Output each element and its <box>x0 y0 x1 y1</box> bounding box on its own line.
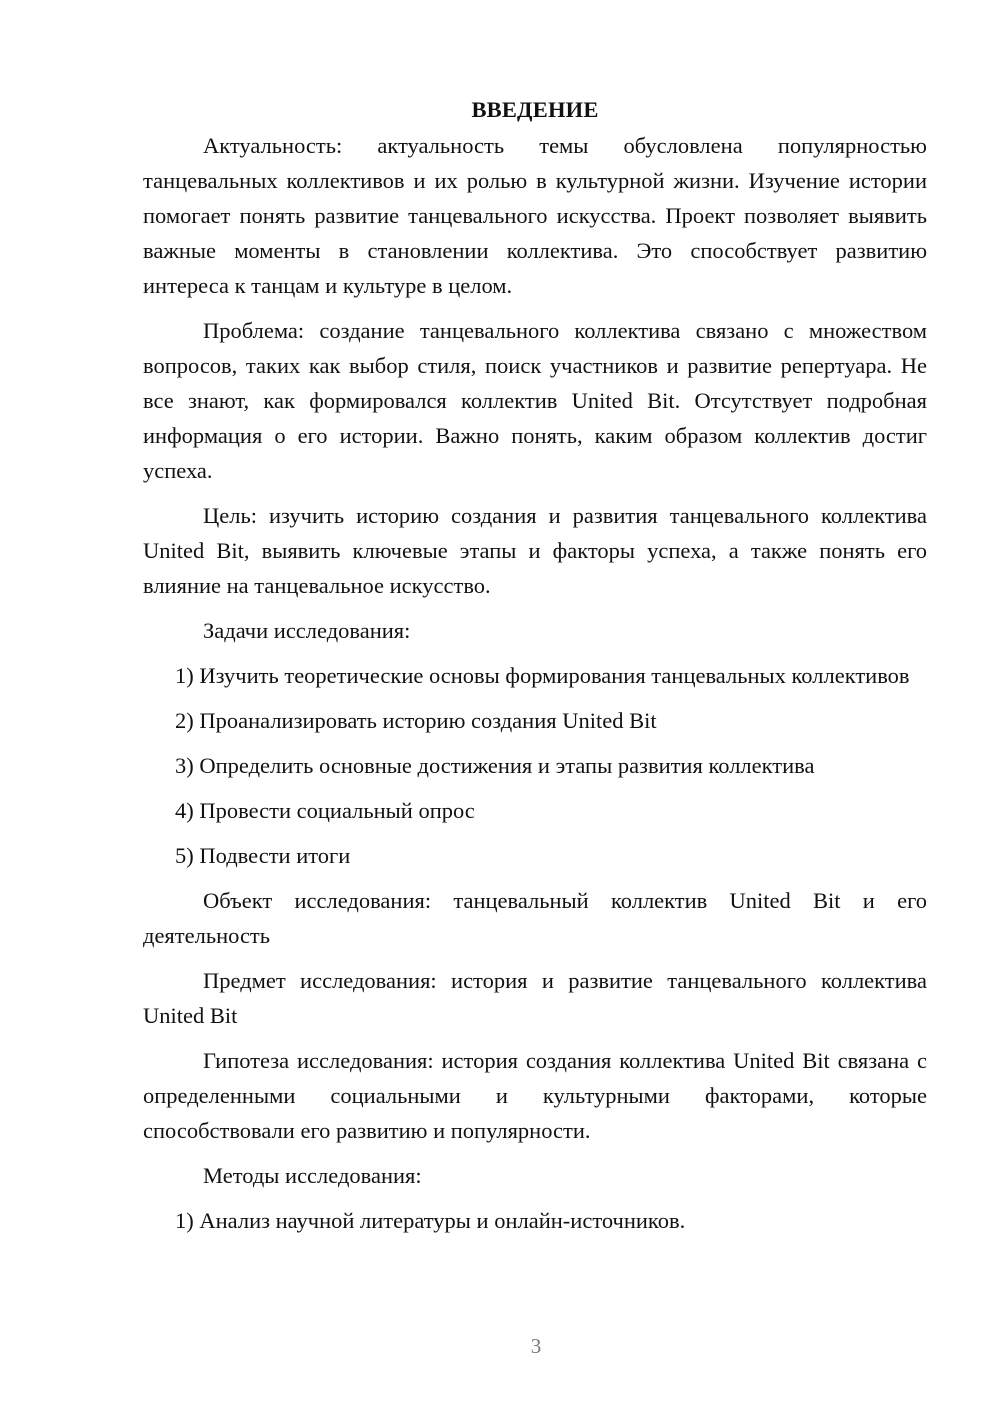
problem-paragraph: Проблема: создание танцевального коллектива связано с множеством вопросов, таких как выбор стиля, поиск участников и развитие репертуара. Не все знают, как формировался коллектив United Bit. Отсутствует подробная информация о его истории. Важно понять, каким образом коллектив достиг успеха. <box>143 318 927 483</box>
hypothesis-paragraph: Гипотеза исследования: история создания коллектива United Bit связана с определенными социальными и культурными факторами, которые способствовали его развитию и популярности. <box>143 1048 927 1143</box>
page-content <box>143 92 927 1248</box>
relevance-paragraph: Актуальность: актуальность темы обусловлена популярностью танцевальных коллективов и их ролью в культурной жизни. Изучение истории помогает понять развитие танцевального искусства. Проект позволяет выявить важные моменты в становлении коллектива. Это способствует развитию интереса к танцам и культуре в целом. <box>143 133 927 298</box>
tasks-heading: Задачи исследования: <box>203 618 411 643</box>
subject-paragraph: Предмет исследования: история и развитие танцевального коллектива United Bit <box>143 968 927 1028</box>
task-item-4: 4) Провести социальный опрос <box>175 798 475 823</box>
methods-heading: Методы исследования: <box>203 1163 422 1188</box>
object-paragraph: Объект исследования: танцевальный коллектив United Bit и его деятельность <box>143 888 927 948</box>
task-item-1: 1) Изучить теоретические основы формирования танцевальных коллективов <box>175 663 910 688</box>
goal-paragraph: Цель: изучить историю создания и развития танцевального коллектива United Bit, выявить ключевые этапы и факторы успеха, а также понять его влияние на танцевальное искусство. <box>143 503 927 598</box>
method-item-1: 1) Анализ научной литературы и онлайн-источников. <box>175 1208 686 1233</box>
task-item-3: 3) Определить основные достижения и этапы развития коллектива <box>175 753 815 778</box>
task-item-2: 2) Проанализировать историю создания United Bit <box>175 708 657 733</box>
task-item-5: 5) Подвести итоги <box>175 843 351 868</box>
section-title: ВВЕДЕНИЕ <box>471 97 599 122</box>
page-number: 3 <box>530 1334 542 1358</box>
